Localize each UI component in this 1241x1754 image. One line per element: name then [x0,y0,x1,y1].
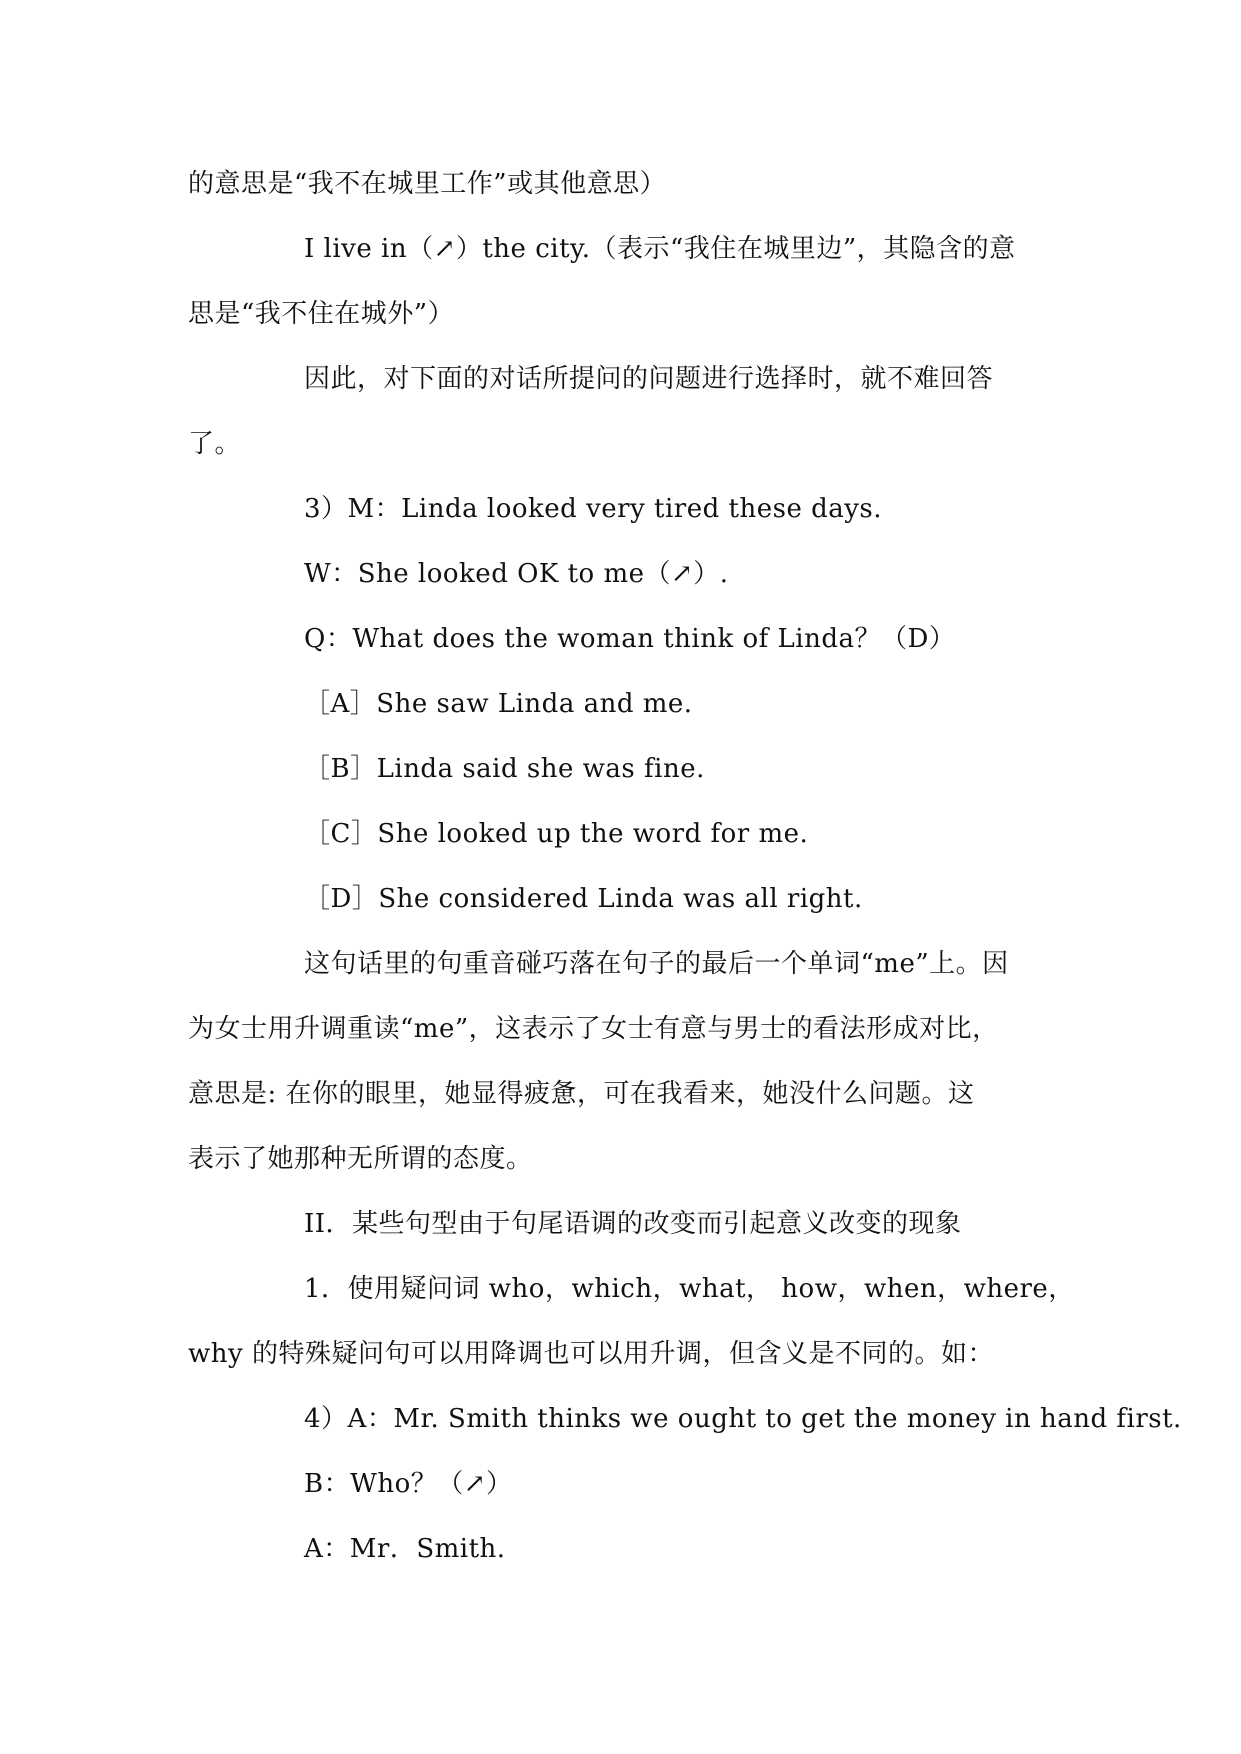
dialogue-line: B：Who？（↗） [304,1469,513,1499]
question-line: Q：What does the woman think of Linda？（D） [304,624,956,654]
dialogue-line: 4）A：Mr. Smith thinks we ought to get the money in hand first. [304,1404,1182,1434]
dialogue-line: W：She looked OK to me（↗）. [304,559,729,589]
text-line: 思是“我不住在城外”） [188,299,455,329]
option-c: ［C］She looked up the word for me. [304,819,809,849]
option-a: ［A］She saw Linda and me. [304,689,693,719]
dialogue-line: 3）M：Linda looked very tired these days. [304,494,883,524]
text-line: 了。 [188,429,242,459]
text-line: 意思是: 在你的眼里，她显得疲惫，可在我看来，她没什么问题。这 [188,1079,975,1109]
text-line: 1．使用疑问词 who，which，what， how，when，where， [304,1274,1075,1304]
option-b: ［B］Linda said she was fine. [304,754,705,784]
text-line: 因此，对下面的对话所提问的问题进行选择时，就不难回答 [304,364,994,394]
text-line: 这句话里的句重音碰巧落在句子的最后一个单词“me”上。因 [304,949,1009,979]
text-line: 为女士用升调重读“me”，这表示了女士有意与男士的看法形成对比， [188,1014,999,1044]
text-line: 表示了她那种无所谓的态度。 [188,1144,533,1174]
dialogue-line: A：Mr．Smith. [304,1534,506,1564]
text-line: I live in（↗）the city.（表示“我住在城里边”，其隐含的意 [304,234,1016,264]
text-line: why 的特殊疑问句可以用降调也可以用升调，但含义是不同的。如： [188,1339,994,1369]
section-heading: II．某些句型由于句尾语调的改变而引起意义改变的现象 [304,1209,962,1239]
option-d: ［D］She considered Linda was all right. [304,884,863,914]
text-line: 的意思是“我不在城里工作”或其他意思） [188,169,667,199]
